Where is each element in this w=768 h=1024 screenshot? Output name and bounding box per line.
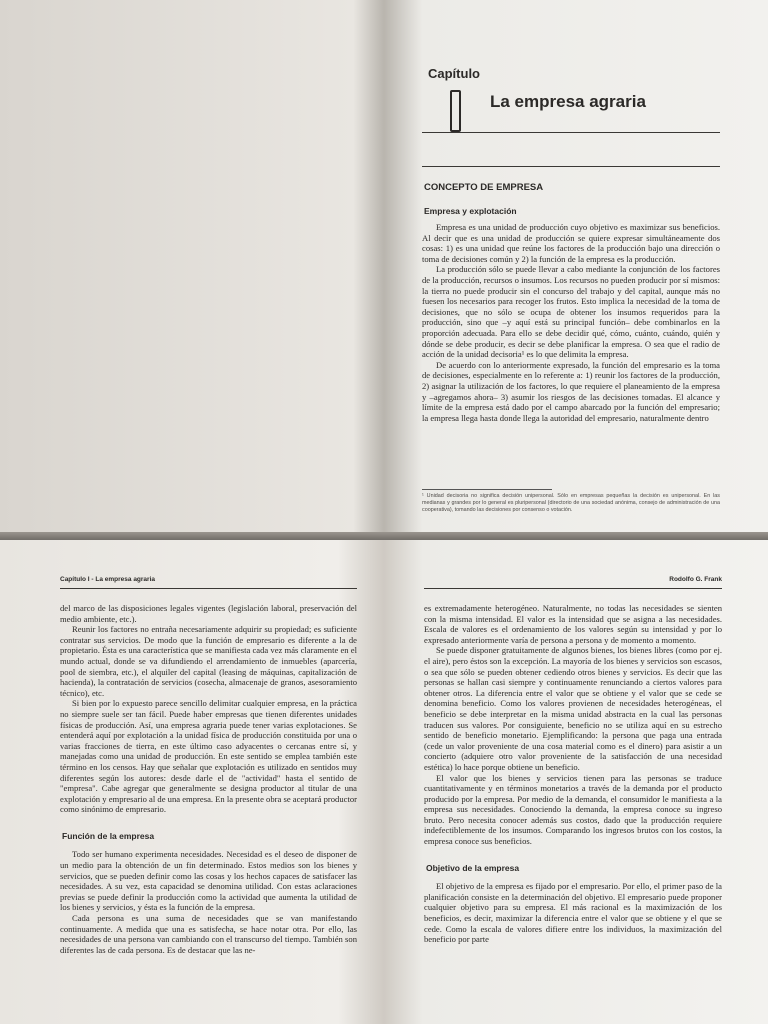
chapter-label: Capítulo — [428, 66, 480, 81]
title-rule-bottom — [422, 166, 720, 167]
chapter-title: La empresa agraria — [490, 92, 646, 111]
body-text — [60, 603, 357, 955]
left-page — [60, 576, 357, 1022]
chapter-number-glyph — [450, 90, 461, 132]
running-head: Rodolfo G. Frank — [424, 576, 722, 589]
bottom-spread — [0, 540, 768, 1024]
bleed-through-text — [34, 28, 374, 508]
paragraph: El valor que los bienes y servicios tienen para las personas se traduce cuantitativamente y en términos monetarios a través de la demanda por el producto producido por la empresa. Por medio de la demanda, el consumidor le manifiesta a la empresa sus necesidades. Conociendo la demanda, la empresa conoce su ingreso bruto. Pero necesita conocer además sus costos, dado que la producción requiere indefectiblemente de los insumos. Comparando los ingresos brutos con los costos, la empresa conoce sus beneficios. — [424, 772, 722, 847]
paragraph: La producción sólo se puede llevar a cabo mediante la conjunción de los factores de la producción, recursos o insumos. Los recursos no pueden producir por sí mismos: la tierra no puede producir sin el concurso del trabajo y del capital, aunque más no fuesen los necesarios para recoger los frutos. Esto implica la necesidad de la toma de decisiones, que no sólo se ocupa de obtener los insumos requeridos para la producción, sino que –y aquí está su principal función– debe combinarlos en la proporción adecuada. Para ello se debe decidir qué, cómo, cuánto, cuándo, quién y dónde se debe producir, es decir se debe planificar la empresa. O sea que el radio de acción de la unidad decisoria¹ es lo que delimita la empresa. — [422, 264, 720, 360]
section-heading: CONCEPTO DE EMPRESA — [424, 182, 544, 193]
chapter-opening-page — [422, 56, 720, 526]
paragraph: del marco de las disposiciones legales vigentes (legislación laboral, preservación del medio ambiente, etc.). — [60, 603, 357, 624]
body-text — [424, 603, 722, 945]
paragraph: Si bien por lo expuesto parece sencillo delimitar cualquier empresa, en la práctica no siempre suele ser tan fácil. Puede haber empresas que tienen diferentes unidades físicas de producción. Así, una empresa agraria puede tener varias explotaciones. Se entenderá aquí por explotación a la unidad física de producción constituida por una o varias fracciones de tierra, en este último caso adyacentes o cercanas entre sí, y manejadas como una unidad de producción. En este sentido se emplea también este término en los censos. Hay que señalar que explotación es utilizado en sentidos muy diferentes según los autores: desde darle el de "actividad" hasta el sentido de "empresa". Cabe agregar que generalmente se designa productor al titular de una explotación y empresario al de una empresa. En la presente obra se aceptará productor como sinónimo de empresario. — [60, 698, 357, 815]
paragraph: es extremadamente heterogéneo. Naturalmente, no todas las necesidades se sienten con la misma intensidad. El valor es la intensidad que se asigna a las necesidades. Escala de valores es el ordenamiento de los valores según su intensidad y por lo expresado anteriormente varía de persona a persona y de momento a momento. — [424, 603, 722, 645]
paragraph: Cada persona es una suma de necesidades que se van manifestando continuamente. A medida que una es satisfecha, se hace notar otra. Por ello, las necesidades de una persona van cambiando con el transcurso del tiempo. También son diferentes las de cada persona. Es de destacar que las ne- — [60, 913, 357, 955]
paragraph: De acuerdo con lo anteriormente expresado, la función del empresario es la toma de decisiones, especialmente en lo referente a: 1) reunir los factores de la producción, 2) asignar la utilización de los factores, lo que requiere el planeamiento de la empresa y –agregamos ahora– 3) asumir los riesgos de las decisiones tomadas. El alcance y límite de la empresa está dado por el campo abarcado por la función del empresario; la empresa llega hasta donde llega la autoridad del empresario, naturalmente dentro — [422, 359, 720, 423]
paragraph: El objetivo de la empresa es fijado por el empresario. Por ello, el primer paso de la planificación consiste en la determinación del objetivo. El empresario puede proponer cualquier objetivo para su empresa. El más racional es la maximización de los beneficios, es decir, maximizar la diferencia entre el valor que se obtiene y el que se cede. Como la escala de valores difiere entre los individuos, la maximización del beneficio por parte — [424, 881, 722, 945]
section-heading: Objetivo de la empresa — [426, 862, 520, 873]
subsection-heading: Empresa y explotación — [424, 206, 517, 216]
title-rule-top — [422, 132, 720, 133]
section-heading: Función de la empresa — [62, 830, 155, 841]
footnote: ¹ Unidad decisoria no significa decisión unipersonal. Sólo en empresas pequeñas la decisión es unipersonal. En las medianas y grandes por lo general es pluripersonal (directorio de una sociedad anónima, consejo de administración de una cooperativa), tomando las decisiones por consenso o votación. — [422, 493, 720, 513]
footnote-rule — [422, 489, 552, 490]
paragraph: Reunir los factores no entraña necesariamente adquirir su propiedad; es suficiente contratar sus servicios. De modo que la función de empresario es diferente a la de propietario. Ésta es una característica que se manifiesta cada vez más claramente en el mundo actual, donde se va difundiendo el arrendamiento de inmuebles (aparcería, pool de siembra, etc.), el alquiler del capital (leasing de máquinas, capitalización de hacienda), la contratación de servicios (cosecha, almacenaje de granos, asesoramiento técnico), etc. — [60, 624, 357, 698]
right-page — [424, 576, 722, 1022]
paragraph: Se puede disponer gratuitamente de algunos bienes, los bienes libres (como por ej. el aire), pero éstos son la excepción. La mayoría de los bienes y servicios son escasos, o sea que sólo se pueden obtener cediendo otros bienes y servicios. Es decir que las personas se hallan casi siempre y continuamente renunciando a ciertos valores para obtener otros. La diferencia entre el valor que se obtiene y el valor que se cede se denomina beneficio. Como los valores provienen de necesidades heterogéneas, el beneficio se debe interpretar en la misma unidad abstracta en la cual las personas traducen sus valores. Por consiguiente, beneficio no se utiliza aquí en su estrecho sentido de beneficio monetario. Ejemplificando: la persona que paga una entrada (cede un valor proveniente de una cosa material como es el dinero) para asistir a un concierto (adquiere otro valor proveniente de la satisfacción de una necesidad estética) lo hace porque obtiene un beneficio. — [424, 645, 722, 772]
paragraph: Empresa es una unidad de producción cuyo objetivo es maximizar sus beneficios. Al decir que es una unidad de producción se quiere expresar simultáneamente dos cosas: 1) es una unidad que reúne los factores de la producción bajo una dirección o toma de decisiones común y 2) la función de la empresa es la producción. — [422, 222, 720, 264]
body-text — [422, 222, 720, 423]
paragraph: Todo ser humano experimenta necesidades. Necesidad es el deseo de disponer de un medio para la obtención de un fin determinado. Estos medios son los bienes y servicios, que se pueden definir como las cosas y los hechos capaces de satisfacer las necesidades. A su vez, esta capacidad se denomina utilidad. Con estas aclaraciones previas se puede definir la producción como la actividad que aumenta la utilidad de los bienes y servicios, y ésta es la función de la empresa. — [60, 849, 357, 913]
running-head: Capítulo I - La empresa agraria — [60, 576, 357, 589]
